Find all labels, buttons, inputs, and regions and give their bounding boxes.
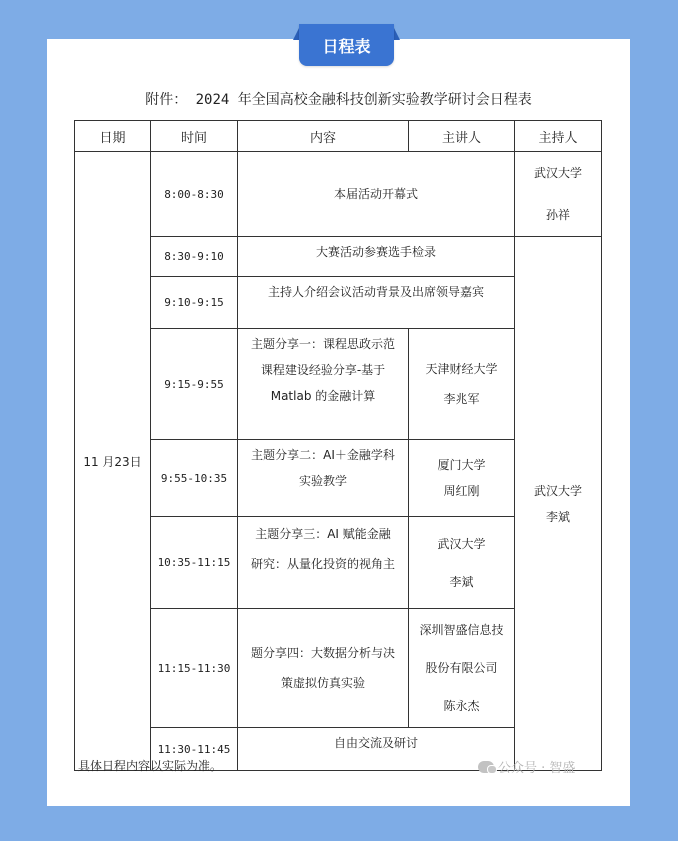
content-line: 主题分享一：课程思政示范 xyxy=(250,337,395,351)
host-name: 李斌 xyxy=(545,509,570,524)
content-line: 课程建设经验分享-基于 xyxy=(260,363,386,377)
content-cell xyxy=(238,329,409,440)
schedule-tab xyxy=(299,24,394,66)
time-cell: 9:55-10:35 xyxy=(151,440,238,517)
table-row xyxy=(75,237,602,277)
content-cell xyxy=(238,609,409,728)
date-cell: 11 月23日 xyxy=(75,152,151,771)
speaker-org: 武汉大学 xyxy=(437,536,486,551)
host-cell xyxy=(515,152,602,237)
time-cell: 10:35-11:15 xyxy=(151,517,238,609)
header-content: 内容 xyxy=(238,121,409,152)
header-host: 主持人 xyxy=(515,121,602,152)
host-org: 武汉大学 xyxy=(533,483,582,498)
wechat-icon xyxy=(478,761,494,773)
header-date: 日期 xyxy=(75,121,151,152)
header-speaker: 主讲人 xyxy=(409,121,515,152)
table-header-row xyxy=(75,121,602,152)
table-row xyxy=(75,152,602,237)
speaker-org: 深圳智盛信息技 xyxy=(419,623,504,637)
content-cell: 自由交流及研讨 xyxy=(238,728,515,771)
speaker-org-line2: 股份有限公司 xyxy=(425,661,498,675)
speaker-cell xyxy=(409,609,515,728)
content-line: 主题分享三：AI 赋能金融 xyxy=(255,527,391,541)
host-org: 武汉大学 xyxy=(533,166,582,180)
speaker-org: 天津财经大学 xyxy=(425,362,498,376)
tab-label: 日程表 xyxy=(299,24,394,66)
speaker-cell xyxy=(409,440,515,517)
host-cell xyxy=(515,237,602,771)
speaker-cell xyxy=(409,329,515,440)
content-cell: 大赛活动参赛选手检录 xyxy=(238,237,515,277)
content-line: 策虚拟仿真实验 xyxy=(280,676,365,690)
content-cell xyxy=(238,517,409,609)
host-name: 孙祥 xyxy=(545,208,570,222)
content-line: 研究：从量化投资的视角主 xyxy=(250,557,395,571)
time-cell: 8:00-8:30 xyxy=(151,152,238,237)
time-cell: 11:30-11:45 xyxy=(151,728,238,771)
schedule-table xyxy=(74,120,602,771)
speaker-name: 陈永杰 xyxy=(443,699,480,713)
time-cell: 8:30-9:10 xyxy=(151,237,238,277)
speaker-org: 厦门大学 xyxy=(437,458,486,472)
content-cell: 本届活动开幕式 xyxy=(238,152,515,237)
footer-note: 具体日程内容以实际为准。 xyxy=(78,759,223,773)
content-cell: 主持人介绍会议活动背景及出席领导嘉宾 xyxy=(238,277,515,329)
watermark xyxy=(478,757,575,776)
header-time: 时间 xyxy=(151,121,238,152)
speaker-cell xyxy=(409,517,515,609)
speaker-name: 周红刚 xyxy=(443,484,480,498)
time-cell: 9:10-9:15 xyxy=(151,277,238,329)
content-cell xyxy=(238,440,409,517)
time-cell: 9:15-9:55 xyxy=(151,329,238,440)
speaker-name: 李兆军 xyxy=(443,392,480,406)
page-title: 附件： 2024 年全国高校金融科技创新实验教学研讨会日程表 xyxy=(145,92,532,108)
speaker-name: 李斌 xyxy=(449,574,474,589)
content-line: 实验教学 xyxy=(298,474,347,488)
content-line: Matlab 的金融计算 xyxy=(270,389,376,403)
content-line: 主题分享二：AI＋金融学科 xyxy=(251,448,395,462)
watermark-text: 公众号 · 智盛 xyxy=(498,761,576,776)
time-cell: 11:15-11:30 xyxy=(151,609,238,728)
content-line: 题分享四：大数据分析与决 xyxy=(250,646,395,660)
